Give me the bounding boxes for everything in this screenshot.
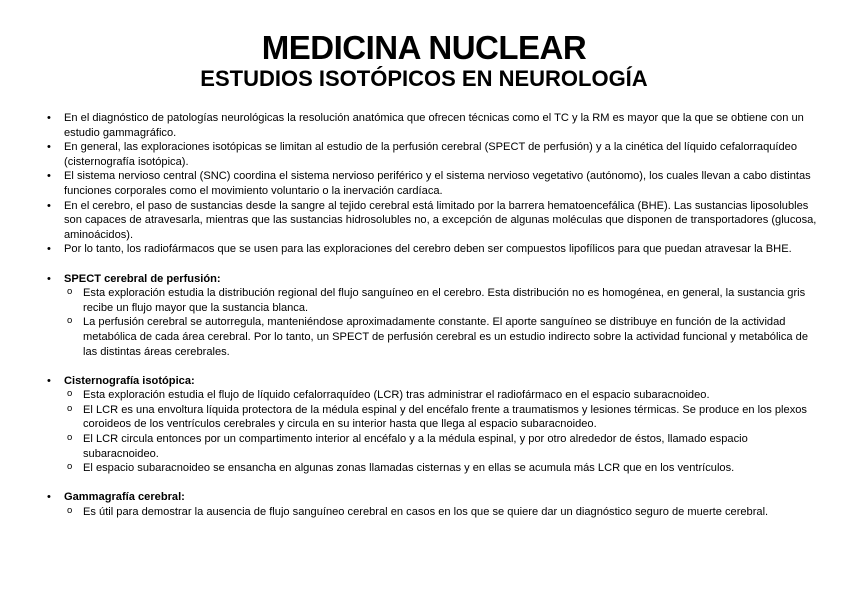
intro-item: • El sistema nervioso central (SNC) coordina el sistema nervioso periférico y el sistema nervioso vegetativo (autónomo), los cuales llevan a cabo distintas funciones corporales como el movimiento voluntario o la inervación cardíaca. bbox=[44, 169, 824, 198]
section-item: o Esta exploración estudia la distribución regional del flujo sanguíneo en el cerebro. Esta distribución no es homogénea, en general, la sustancia gris recibe un flujo mayor que la sustancia blanca. bbox=[83, 286, 824, 315]
title-block bbox=[0, 0, 848, 92]
page-subtitle: ESTUDIOS ISOTÓPICOS EN NEUROLOGÍA bbox=[200, 66, 648, 91]
intro-item: • En general, las exploraciones isotópicas se limitan al estudio de la perfusión cerebral (SPECT de perfusión) y a la cinética del líquido cefalorraquídeo (cisternografía isotópica). bbox=[44, 140, 824, 169]
section-item: o El espacio subaracnoideo se ensancha en algunas zonas llamadas cisternas y en ellas se acumula más LCR que en los ventrículos. bbox=[83, 461, 824, 476]
intro-item: • En el cerebro, el paso de sustancias desde la sangre al tejido cerebral está limitado por la barrera hematoencefálica (BHE). Las sustancias liposolubles son capaces de atravesarla, mientras que las sustancias hidrosolubles no, a excepción de algunas moléculas que disponen de transportadores (glucosa, aminoácidos). bbox=[44, 199, 824, 243]
intro-item: • En el diagnóstico de patologías neurológicas la resolución anatómica que ofrecen técnicas como el TC y la RM es mayor que la que se obtiene con un estudio gammagráfico. bbox=[44, 111, 824, 140]
section-items bbox=[44, 286, 824, 359]
section-spect bbox=[44, 272, 824, 360]
section-heading: • Cisternografía isotópica: bbox=[44, 374, 824, 389]
section-item: o El LCR circula entonces por un compartimento interior al encéfalo y a la médula espinal, y por otro alrededor de éstos, llamado espacio subaracnoideo. bbox=[83, 432, 824, 461]
intro-list bbox=[44, 111, 824, 257]
section-items bbox=[44, 505, 824, 520]
section-heading: • Gammagrafía cerebral: bbox=[44, 490, 824, 505]
section-cisternografia bbox=[44, 374, 824, 476]
section-heading: • SPECT cerebral de perfusión: bbox=[44, 272, 824, 287]
intro-item: • Por lo tanto, los radiofármacos que se usen para las exploraciones del cerebro deben ser compuestos lipofílicos para que puedan atravesar la BHE. bbox=[44, 242, 824, 257]
page-title: MEDICINA NUCLEAR bbox=[261, 29, 587, 66]
section-item: o La perfusión cerebral se autorregula, manteniéndose aproximadamente constante. El aporte sanguíneo se distribuye en función de la actividad metabólica de cada área cerebral. Por lo tanto, un SPECT de perfusión cerebral es un estudio indirecto sobre la actividad funcional y metabólica de las distintas áreas cerebrales. bbox=[83, 315, 824, 359]
section-item: o El LCR es una envoltura líquida protectora de la médula espinal y del encéfalo frente a traumatismos y lesiones térmicas. Se produce en los plexos coroideos de los ventrículos cerebrales y circula en su interior hasta que llega al espacio subaracnoideo. bbox=[83, 403, 824, 432]
document-body bbox=[44, 111, 824, 520]
section-item: o Esta exploración estudia el flujo de líquido cefalorraquídeo (LCR) tras administrar el radiofármaco en el espacio subaracnoideo. bbox=[83, 388, 824, 403]
section-item: o Es útil para demostrar la ausencia de flujo sanguíneo cerebral en casos en los que se quiere dar un diagnóstico seguro de muerte cerebral. bbox=[83, 505, 824, 520]
section-gammagrafia bbox=[44, 490, 824, 519]
section-items bbox=[44, 388, 824, 476]
